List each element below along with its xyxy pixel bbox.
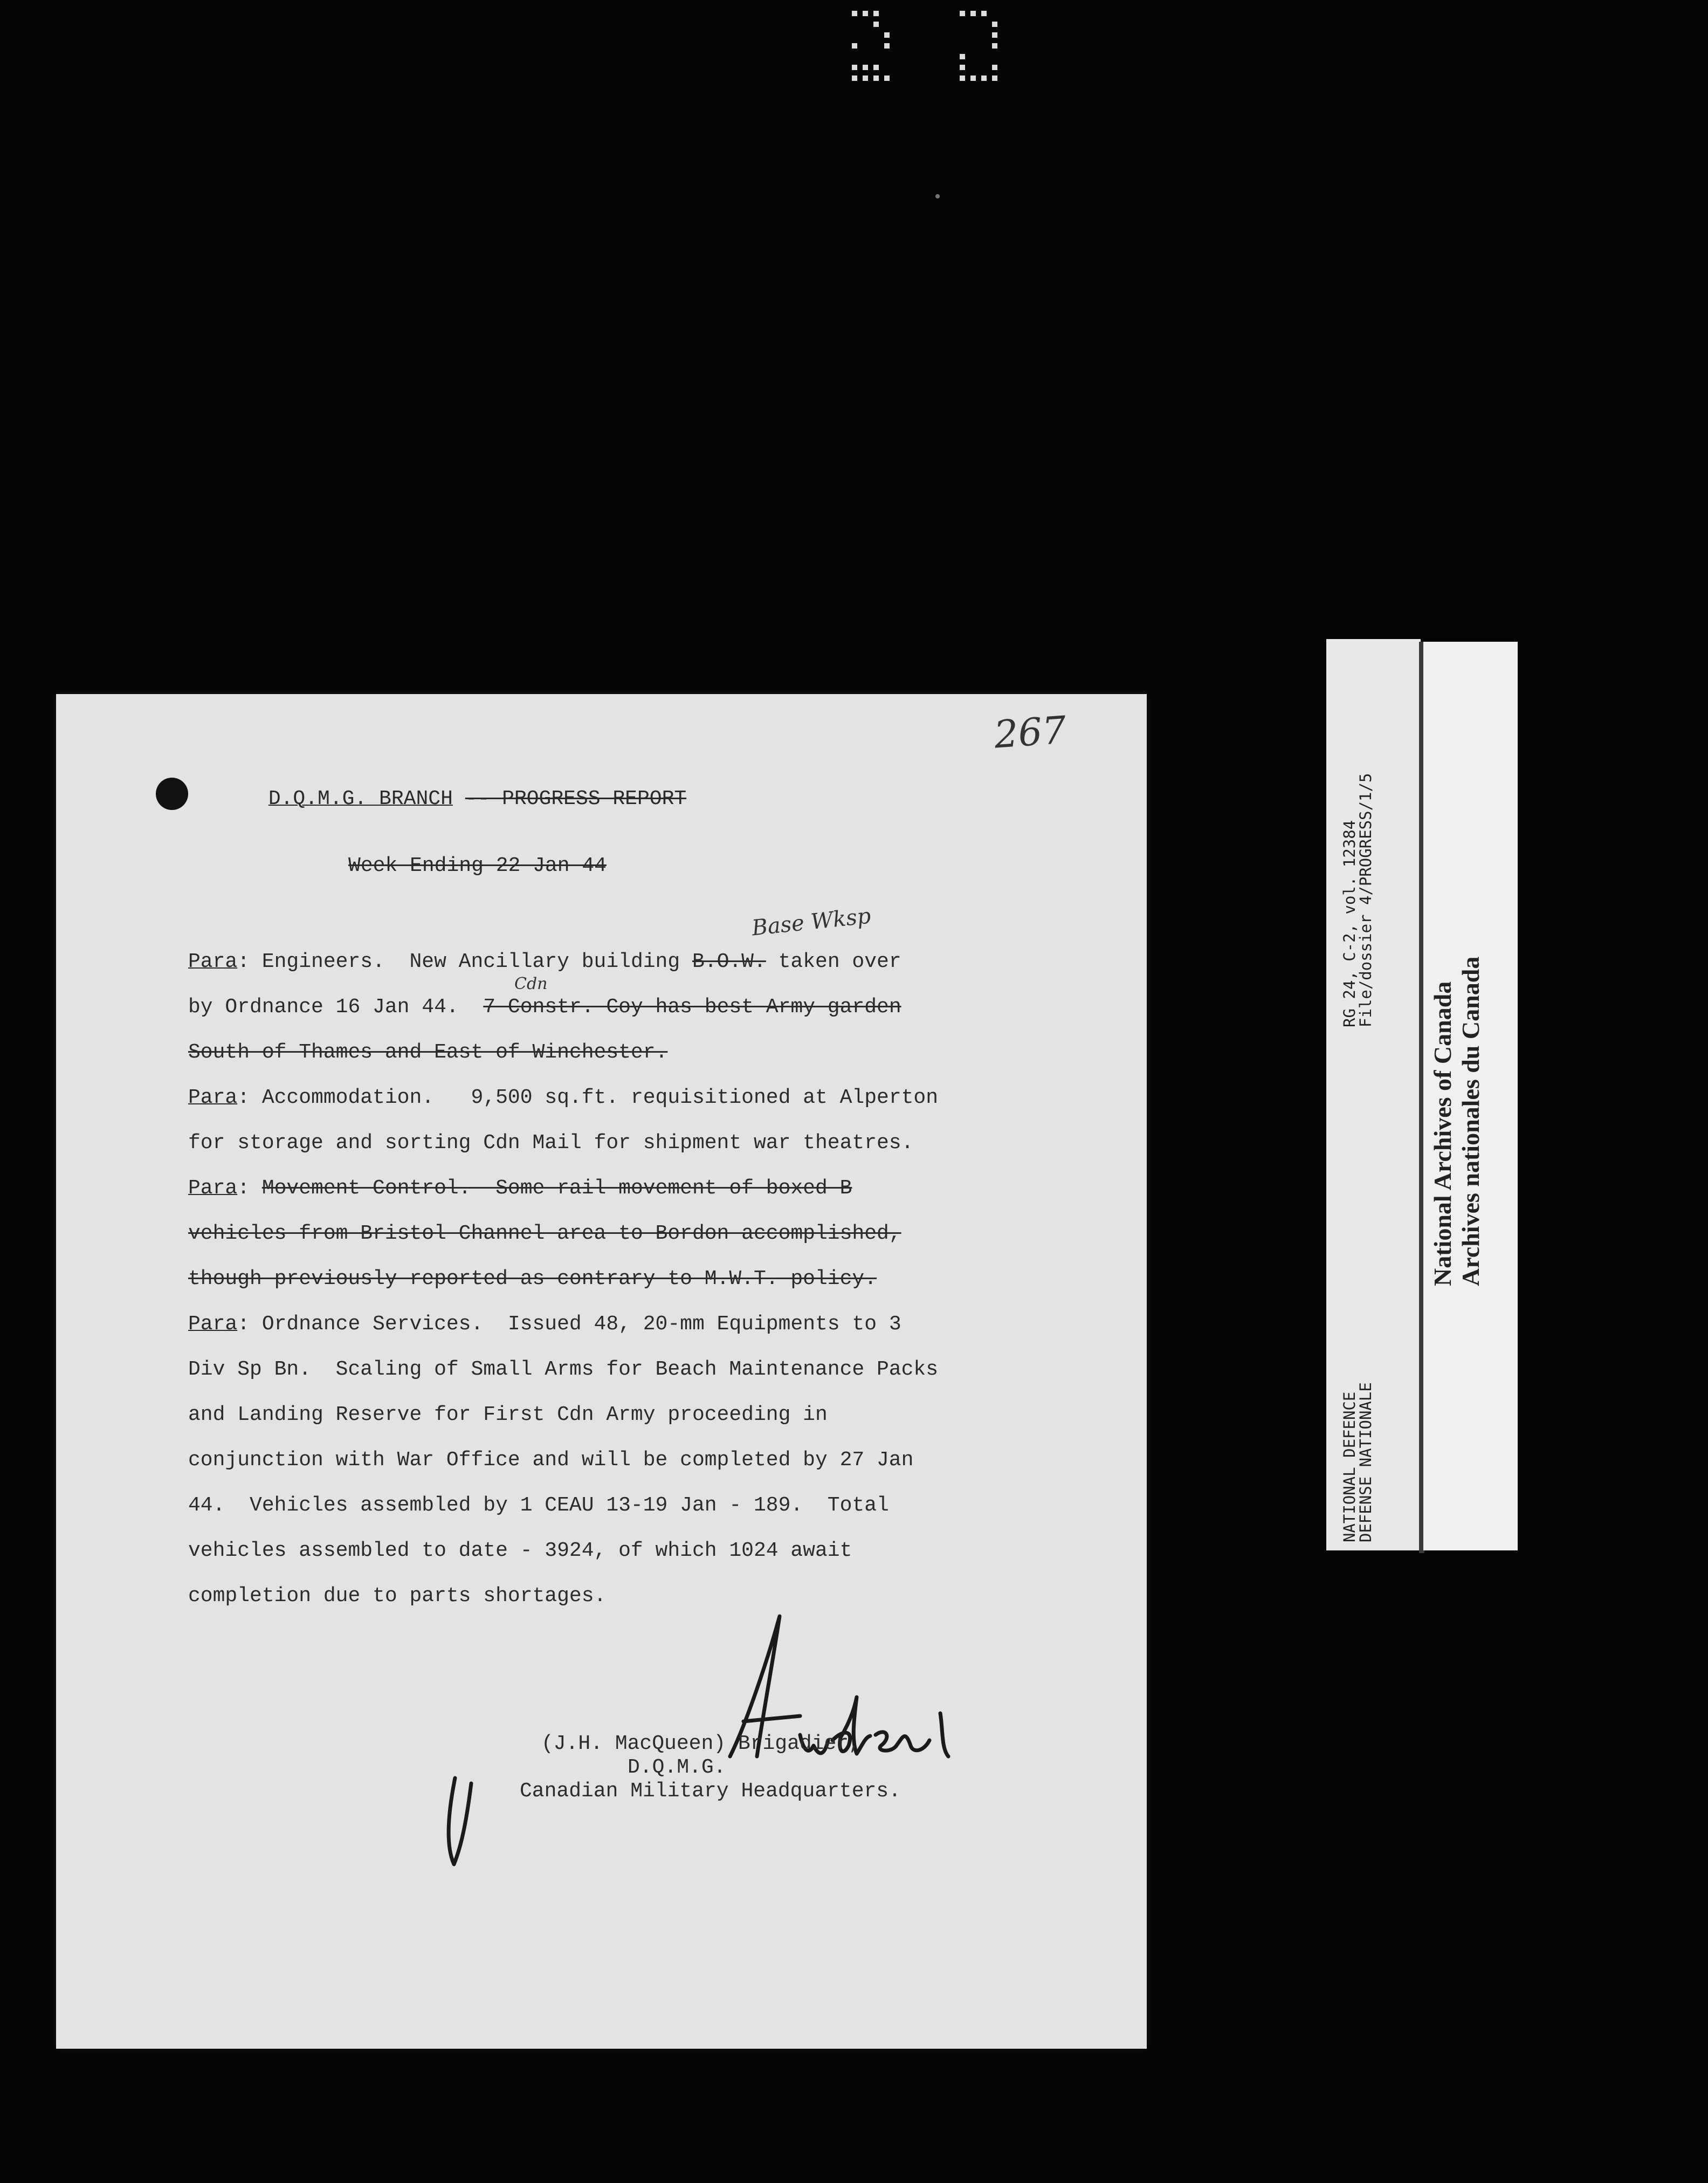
para-accommodation-line1 [188, 1075, 1105, 1121]
para-text: taken over [766, 950, 901, 973]
para-text: : [237, 1177, 262, 1200]
film-frame-marks [852, 0, 1008, 86]
para-text: 44. Vehicles assembled by 1 CEAU 13-19 Jan - 189. Total [188, 1494, 889, 1517]
para-label: Para [188, 1086, 238, 1109]
para-text: Div Sp Bn. Scaling of Small Arms for Beach Maintenance Packs [188, 1358, 939, 1381]
para-ordnance-line6 [188, 1528, 1105, 1574]
para-text: : Accommodation. 9,500 sq.ft. requisitioned at Alperton [237, 1086, 939, 1109]
nac-line-en: National Archives of Canada [1429, 981, 1456, 1286]
document-page [56, 694, 1147, 2049]
para-engineers-line1 [188, 939, 1105, 985]
title-text: D.Q.M.G. BRANCH [268, 787, 453, 811]
para-text: vehicles assembled to date - 3924, of which 1024 await [188, 1539, 852, 1562]
para-engineers-line3 [188, 1030, 1105, 1075]
para-text: for storage and sorting Cdn Mail for shipment war theatres. [188, 1131, 914, 1155]
para-engineers-line2 [188, 985, 1105, 1030]
para-text: completion due to parts shortages. [188, 1584, 607, 1608]
para-label: Para [188, 950, 238, 973]
struck-text: vehicles from Bristol Channel area to Bordon accomplished, [188, 1222, 901, 1245]
struck-text: though previously reported as contrary to M.W.T. policy. [188, 1267, 877, 1290]
nd-line-en: NATIONAL DEFENCE [1340, 1391, 1359, 1542]
para-text: : Engineers. New Ancillary building [237, 950, 692, 973]
para-ordnance-line5 [188, 1483, 1105, 1528]
para-ordnance-line4 [188, 1438, 1105, 1483]
para-movement-line1 [188, 1166, 1105, 1211]
title-struck-text: -- PROGRESS REPORT [465, 787, 687, 811]
para-label: Para [188, 1177, 238, 1200]
handwritten-insert-cdn: Cdn [514, 974, 548, 993]
nac-line-fr: Archives nationales du Canada [1457, 956, 1484, 1286]
subtitle-text: Week Ending 22 Jan 44 [348, 854, 607, 877]
report-body [188, 939, 1105, 1619]
struck-text: B.O.W. [692, 950, 766, 973]
report-title [0, 787, 1023, 811]
para-ordnance-line1 [188, 1302, 1105, 1347]
struck-text: Movement Control. Some rail movement of boxed B [261, 1177, 852, 1200]
national-archives-label [1429, 957, 1485, 1286]
page-number: 267 [993, 708, 1068, 757]
para-text: and Landing Reserve for First Cdn Army proceeding in [188, 1403, 828, 1426]
national-defence-label [1341, 1382, 1374, 1542]
signatory-name: (J.H. MacQueen) Brigadier, [541, 1732, 861, 1755]
signatory-title: D.Q.M.G. [628, 1756, 726, 1779]
struck-text: 7 Constr. Coy has best Army garden [483, 996, 901, 1019]
struck-text: South of Thames and East of Winchester. [188, 1041, 668, 1064]
signatory-organization: Canadian Military Headquarters. [520, 1780, 901, 1803]
report-subtitle [0, 854, 1023, 877]
para-label: Para [188, 1313, 238, 1336]
signature-block [520, 1732, 901, 1803]
para-text: by Ordnance 16 Jan 44. [188, 996, 484, 1019]
para-movement-line2 [188, 1211, 1105, 1257]
para-text: : Ordnance Services. Issued 48, 20-mm Equipments to 3 [237, 1313, 901, 1336]
record-group-reference [1341, 773, 1374, 1027]
para-ordnance-line3 [188, 1392, 1105, 1438]
para-text: conjunction with War Office and will be completed by 27 Jan [188, 1449, 914, 1472]
ref-line-volume: RG 24, C-2, vol. 12384 [1340, 820, 1359, 1027]
film-dust-speck: • [933, 189, 943, 207]
nd-line-fr: DEFENSE NATIONALE [1356, 1382, 1375, 1542]
para-accommodation-line2 [188, 1121, 1105, 1166]
para-movement-line3 [188, 1257, 1105, 1302]
handwritten-insert-base-wksp: Base Wksp [750, 903, 872, 941]
para-ordnance-line2 [188, 1347, 1105, 1392]
ref-line-file: File/dossier 4/PROGRESS/1/5 [1356, 773, 1375, 1027]
